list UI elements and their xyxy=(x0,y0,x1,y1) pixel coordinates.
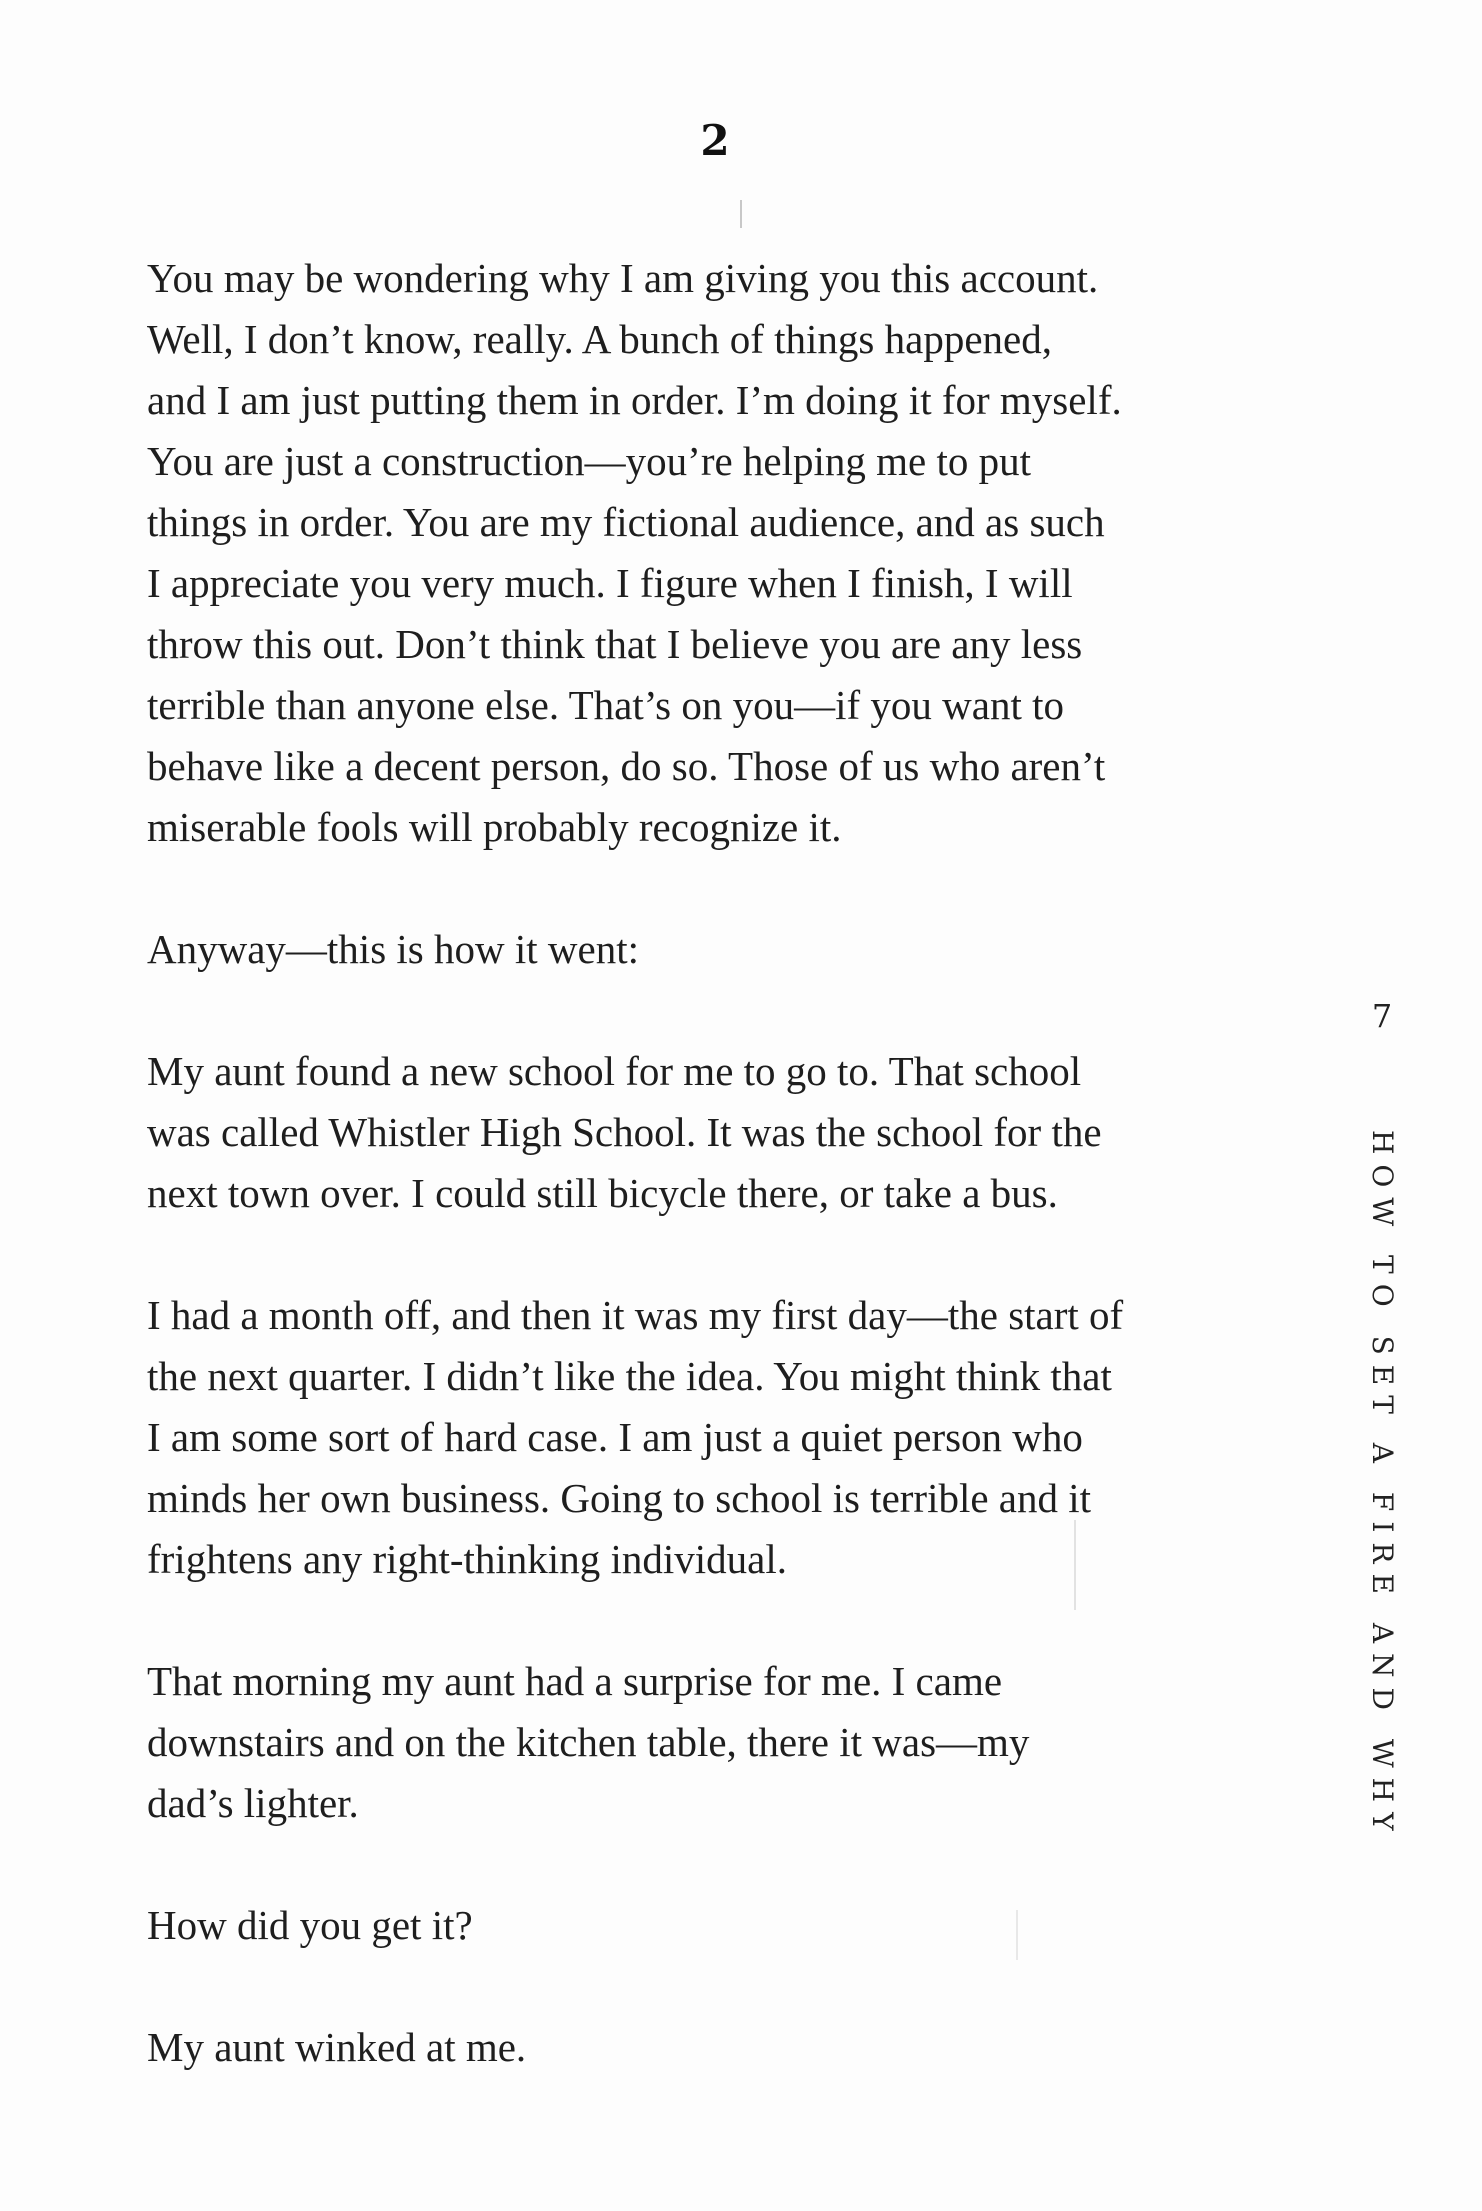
text-line: I am some sort of hard case. I am just a quiet person who xyxy=(147,1414,1083,1460)
text-line: I appreciate you very much. I figure when I finish, I will xyxy=(147,560,1073,606)
text-line: downstairs and on the kitchen table, there it was—my xyxy=(147,1719,1030,1765)
text-line: things in order. You are my fictional audience, and as such xyxy=(147,499,1105,545)
text-line: My aunt found a new school for me to go to. That school xyxy=(147,1048,1082,1094)
body-text xyxy=(147,248,1287,2139)
text-line: and I am just putting them in order. I’m doing it for myself. xyxy=(147,377,1122,423)
chapter-number: 2 xyxy=(700,116,730,165)
text-line: miserable fools will probably recognize it. xyxy=(147,804,842,850)
paragraph xyxy=(147,1285,1287,1590)
text-line: terrible than anyone else. That’s on you—if you want to xyxy=(147,682,1064,728)
text-line: throw this out. Don’t think that I believe you are any less xyxy=(147,621,1083,667)
text-line: next town over. I could still bicycle there, or take a bus. xyxy=(147,1170,1058,1216)
text-line: minds her own business. Going to school is terrible and it xyxy=(147,1475,1092,1521)
running-head: HOW TO SET A FIRE AND WHY xyxy=(1366,1130,1399,1841)
paragraph xyxy=(147,1041,1287,1224)
text-line: You are just a construction—you’re helping me to put xyxy=(147,438,1032,484)
text-line: frightens any right-thinking individual. xyxy=(147,1536,787,1582)
text-line: behave like a decent person, do so. Those of us who aren’t xyxy=(147,743,1106,789)
paragraph xyxy=(147,2017,1287,2078)
text-line: the next quarter. I didn’t like the idea. You might think that xyxy=(147,1353,1112,1399)
paragraph xyxy=(147,1895,1287,1956)
text-line: I had a month off, and then it was my first day—the start of xyxy=(147,1292,1124,1338)
paragraph xyxy=(147,248,1287,858)
text-line: was called Whistler High School. It was the school for the xyxy=(147,1109,1102,1155)
text-line: Anyway—this is how it went: xyxy=(147,926,639,972)
paragraph xyxy=(147,919,1287,980)
page-number: 7 xyxy=(1371,997,1393,1035)
text-line: You may be wondering why I am giving you this account. xyxy=(147,255,1099,301)
text-line: My aunt winked at me. xyxy=(147,2024,527,2070)
text-line: dad’s lighter. xyxy=(147,1780,359,1826)
paragraph xyxy=(147,1651,1287,1834)
scan-artifact-line xyxy=(740,200,742,228)
text-line: How did you get it? xyxy=(147,1902,473,1948)
text-line: Well, I don’t know, really. A bunch of things happened, xyxy=(147,316,1052,362)
text-line: That morning my aunt had a surprise for me. I came xyxy=(147,1658,1003,1704)
